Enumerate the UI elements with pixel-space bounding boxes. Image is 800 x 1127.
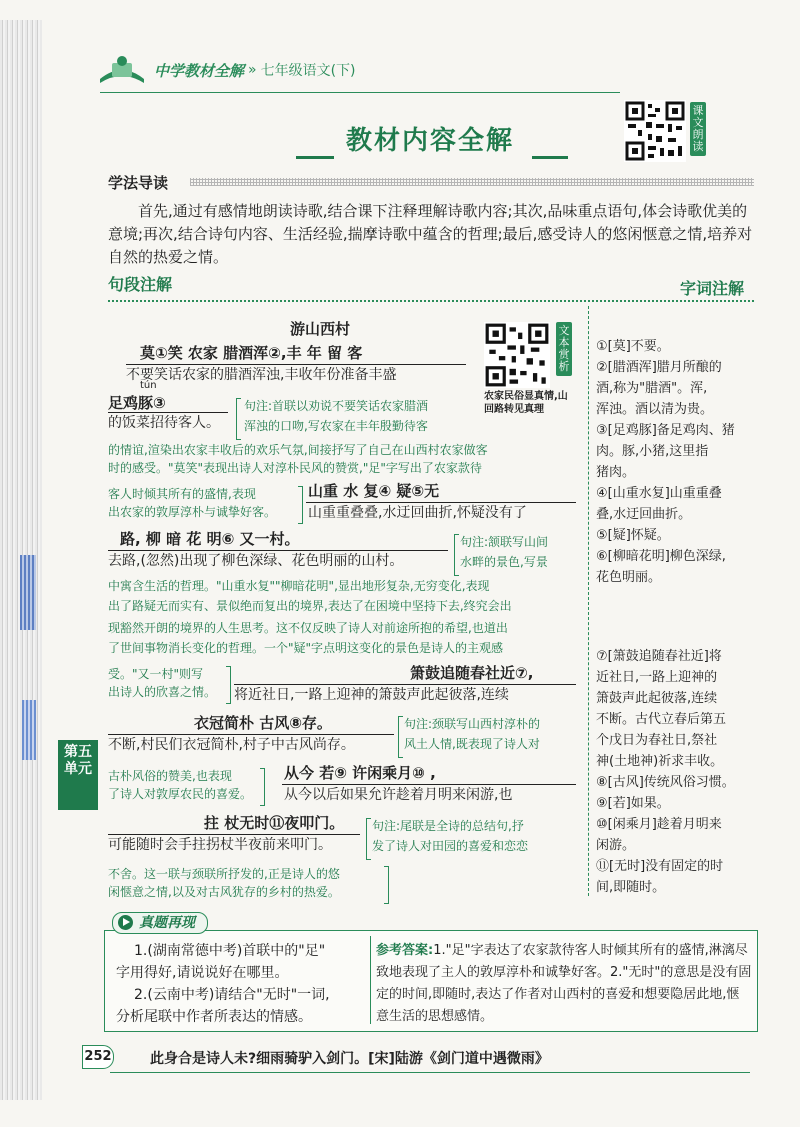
- pinyin: tún: [140, 380, 157, 391]
- qr-code-icon[interactable]: [484, 322, 550, 388]
- sentence-note: 水畔的景色,写景: [460, 555, 548, 569]
- glossary-item: ①[莫]不要。: [596, 339, 670, 354]
- poem-line: 足鸡豚③: [108, 394, 166, 412]
- glossary-item: ⑩[闲乘月]趁着月明来: [596, 817, 722, 832]
- dotted-rule: [190, 178, 754, 186]
- page-number: 252: [82, 1045, 114, 1069]
- sentence-note: 发了诗人对田园的喜爱和恋恋: [372, 839, 529, 853]
- poem-line: 衣冠简朴 古风⑧存。: [194, 714, 332, 732]
- sentence-note: 出诗人的欣喜之情。: [108, 685, 217, 699]
- column-divider: [588, 306, 589, 896]
- sentence-note: 出农家的敦厚淳朴与诚挚好客。: [108, 505, 277, 519]
- chevron-icon: »: [248, 62, 257, 78]
- note-bracket: [298, 486, 303, 524]
- sentence-note: 不舍。这一联与颈联所抒发的,正是诗人的悠: [108, 867, 340, 881]
- footer-quote: 此身合是诗人未?细雨骑驴入剑门。[宋]陆游《剑门道中遇微雨》: [150, 1051, 549, 1067]
- page-edge-marker: [22, 700, 36, 760]
- glossary-item: ⑥[柳暗花明]柳色深绿,: [596, 549, 726, 564]
- note-bracket: [384, 866, 389, 904]
- translation: 的饭菜招待客人。: [108, 415, 220, 431]
- sentence-note: 了诗人对敦厚农民的喜爱。: [108, 787, 253, 801]
- sentence-note: 中寓含生活的哲理。"山重水复""柳暗花明",显出地形复杂,无穷变化,表现: [108, 579, 490, 593]
- sentence-note: 的情谊,渲染出农家丰收后的欢乐气氛,间接抒写了自己在山西村农家做客: [108, 443, 488, 457]
- review-answer: [376, 940, 752, 1028]
- qr-code-icon[interactable]: [624, 100, 686, 162]
- glossary-item: ⑧[古风]传统风俗习惯。: [596, 775, 735, 790]
- glossary-item: ③[足鸡豚]备足鸡肉、猪: [596, 423, 735, 438]
- translation: 从今以后如果允许趁着月明来闲游,也: [284, 787, 513, 803]
- running-header: [96, 50, 356, 90]
- glossary-item: 花色明丽。: [596, 570, 662, 585]
- glossary-item: 叠,水迂回曲折。: [596, 507, 692, 522]
- sentence-note: 现豁然开朗的境界的人生思考。这不仅反映了诗人对前途所抱的希望,也道出: [108, 621, 508, 635]
- glossary-item: ⑪[无时]没有固定的时: [596, 859, 724, 874]
- glossary-item: 神(土地神)祈求丰收。: [596, 754, 724, 769]
- glossary-item: ⑦[箫鼓追随春社近]将: [596, 649, 722, 664]
- glossary-column: [596, 336, 756, 588]
- qr-tab-text-appreciation: 文本赏析: [556, 322, 572, 376]
- sentence-note: 了世间事物消长变化的哲理。一个"疑"字点明这变化的景色是诗人的主观感: [108, 641, 504, 655]
- glossary-item: ⑤[疑]怀疑。: [596, 528, 670, 543]
- review-question: 2.(云南中考)请结合"无时"一词,: [134, 987, 330, 1003]
- translation: 去路,(忽然)出现了柳色深绿、花色明丽的山村。: [108, 553, 404, 569]
- word-notes-heading: 字词注解: [680, 279, 745, 298]
- qr-caption: 农家民俗显真情,山回路转见真理: [484, 391, 568, 415]
- grade-label: 七年级语文(下): [260, 63, 356, 79]
- translation: 将近社日,一路上迎神的箫鼓声此起彼落,连续: [234, 687, 509, 703]
- sentence-note: 出了路疑无而实有、景似绝而复出的境界,表达了在困境中坚持下去,终究会出: [108, 599, 512, 613]
- glossary-item: 猪肉。: [596, 465, 636, 480]
- review-question: 字用得好,请说说好在哪里。: [116, 965, 289, 981]
- answer-text: 1."足"字表达了农家款待客人时倾其所有的盛情,淋漓尽致地表现了主人的敦厚淳朴和诚挚好客。2."无时"的意思是没有固定的时间,即随时,表达了作者对山西村的喜爱和想要隐居此地,惬意生活的思想感情。: [376, 943, 752, 1024]
- glossary-item: 肉。豚,小猪,这里指: [596, 444, 709, 459]
- translation: 山重重叠叠,水迂回曲折,怀疑没有了: [308, 505, 527, 521]
- page-edge-marker: [20, 555, 36, 630]
- glossary-item: 箫鼓声此起彼落,连续: [596, 691, 718, 706]
- note-bracket: [226, 666, 231, 704]
- glossary-item: ⑨[若]如果。: [596, 796, 670, 811]
- glossary-item: 不断。古代立春后第五: [596, 712, 727, 727]
- sentence-note: 浑浊的口吻,写农家在丰年殷勤待客: [244, 419, 428, 433]
- sentence-note: 时的感受。"莫笑"表现出诗人对淳朴民风的赞赏,"足"字写出了农家款待: [108, 461, 482, 475]
- translation: 不要笑话农家的腊酒浑浊,丰收年份准备丰盛: [126, 367, 397, 383]
- sentence-note: 句注:颔联写山间: [460, 535, 549, 549]
- poem-line: 山重 水 复④ 疑⑤无: [308, 482, 440, 500]
- poem-line: 路, 柳 暗 花 明⑥ 又一村。: [120, 530, 300, 548]
- review-question: 1.(湖南常德中考)首联中的"足": [134, 943, 326, 959]
- glossary-item: ②[腊酒浑]腊月所酿的: [596, 360, 722, 375]
- unit-tab: 第五单元: [58, 740, 98, 810]
- glossary-item: 近社日,一路上迎神的: [596, 670, 718, 685]
- poem-line: 莫①笑 农家 腊酒浑②,丰 年 留 客: [140, 344, 363, 362]
- book-logo-icon: [96, 53, 148, 87]
- glossary-item: 浑浊。酒以清为贵。: [596, 402, 714, 417]
- footer-rule: [110, 1072, 750, 1073]
- glossary-item: 间,即随时。: [596, 880, 666, 895]
- glossary-item: ④[山重水复]山重重叠: [596, 486, 722, 501]
- sentence-note: 受。"又一村"则写: [108, 667, 204, 681]
- note-bracket: [398, 716, 403, 758]
- poem-line: 从今 若⑨ 许闲乘月⑩ ,: [284, 764, 436, 782]
- page-title: 教材内容全解: [345, 126, 514, 156]
- book-title: 中学教材全解: [154, 61, 245, 80]
- qr-tab-read-aloud: 课文朗读: [690, 102, 706, 156]
- note-bracket: [454, 534, 459, 576]
- header-rule: [100, 92, 620, 93]
- note-bracket: [260, 768, 265, 806]
- review-divider: [370, 936, 371, 1024]
- section-divider: [108, 300, 754, 302]
- review-question: 分析尾联中作者所表达的情感。: [116, 1009, 312, 1025]
- study-guide-heading: 学法导读: [108, 174, 169, 192]
- answer-label: 参考答案:: [376, 943, 434, 958]
- sentence-note: 句注:颈联写山西村淳朴的: [404, 717, 541, 731]
- sentence-notes-heading: 句段注解: [108, 275, 173, 294]
- note-bracket: [366, 818, 371, 860]
- title-rule-right: [532, 156, 568, 159]
- sentence-note: 古朴风俗的赞美,也表现: [108, 769, 232, 783]
- sentence-note: 句注:尾联是全诗的总结句,抒: [372, 819, 524, 833]
- review-tag-label: 真题再现: [139, 915, 195, 931]
- note-bracket: [236, 398, 241, 440]
- translation: 可能随时会手拄拐杖半夜前来叩门。: [108, 837, 332, 853]
- translation: 不断,村民们衣冠简朴,村子中古风尚存。: [108, 737, 355, 753]
- study-guide-text: 首先,通过有感情地朗读诗歌,结合课下注释理解诗歌内容;其次,品味重点语句,体会诗歌优美的意境;再次,结合诗句内容、生活经验,揣摩诗歌中蕴含的哲理;最后,感受诗人的悠闲惬意之情,培养对自然的热爱之情。: [108, 202, 753, 266]
- glossary-column: [596, 646, 756, 898]
- glossary-item: 闲游。: [596, 838, 636, 853]
- sentence-note: 风土人情,既表现了诗人对: [404, 737, 540, 751]
- play-icon: [118, 915, 133, 930]
- sentence-note: 句注:首联以劝说不要笑话农家腊酒: [244, 399, 429, 413]
- review-tag: [112, 912, 208, 934]
- poem-line: 拄 杖无时⑪夜叩门。: [204, 814, 345, 832]
- poem-title: 游山西村: [290, 320, 351, 338]
- poem-line: 箫鼓追随春社近⑦,: [410, 664, 534, 682]
- glossary-item: 个戊日为春社日,祭社: [596, 733, 718, 748]
- glossary-item: 酒,称为"腊酒"。浑,: [596, 381, 708, 396]
- sentence-note: 客人时倾其所有的盛情,表现: [108, 487, 256, 501]
- sentence-note: 闲惬意之情,以及对古风犹存的乡村的热爱。: [108, 885, 340, 899]
